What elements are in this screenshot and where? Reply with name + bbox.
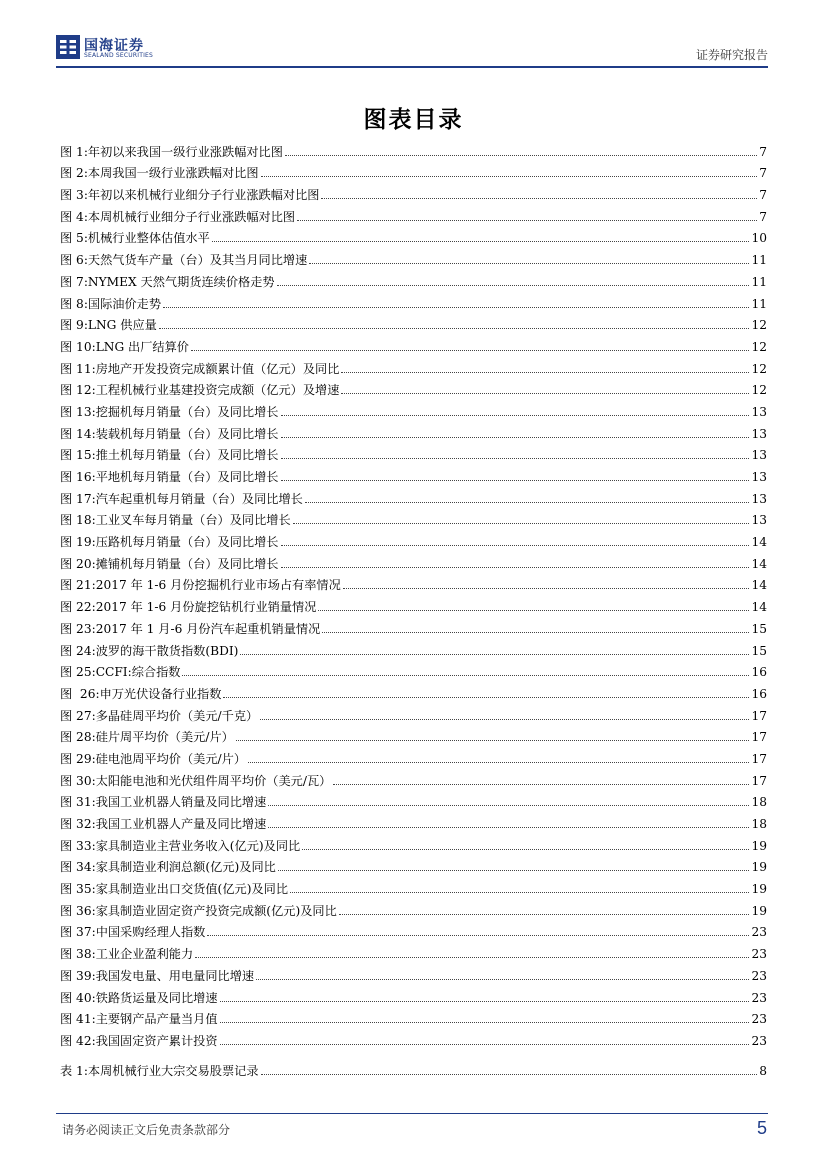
- toc-entry[interactable]: [60, 961, 767, 983]
- toc-entry-page: 17: [751, 751, 767, 766]
- toc-entry-title: 波罗的海干散货指数(BDI): [95, 643, 239, 658]
- toc-leader-dots: [293, 523, 750, 524]
- toc-entry[interactable]: [60, 679, 767, 701]
- toc-entry-title: 工业叉车每月销量（台）及同比增长: [95, 513, 291, 528]
- toc-leader-dots: [268, 827, 749, 828]
- toc-entry-page: 19: [751, 882, 767, 897]
- toc-entry-title: 申万光伏设备行业指数: [99, 686, 222, 701]
- toc-leader-dots: [207, 935, 749, 936]
- toc-leader-dots: [236, 740, 750, 741]
- toc-leader-dots: [278, 870, 750, 871]
- toc-entry[interactable]: [60, 744, 767, 766]
- toc-entry-page: 17: [751, 730, 767, 745]
- toc-entry-page: 7: [759, 144, 767, 159]
- toc-entry-page: 7: [759, 166, 767, 181]
- toc-entry-page: 23: [751, 990, 767, 1005]
- toc-leader-dots: [341, 372, 749, 373]
- toc-entry-label: 图 27:: [60, 708, 96, 723]
- toc-entry[interactable]: [60, 1056, 767, 1078]
- toc-entry-page: 23: [751, 925, 767, 940]
- toc-entry-title: NYMEX 天然气期货连续价格走势: [87, 274, 275, 289]
- toc-leader-dots: [261, 176, 758, 177]
- toc-entry-page: 13: [751, 513, 767, 528]
- toc-entry-title: 平地机每月销量（台）及同比增长: [95, 470, 279, 484]
- toc-leader-dots: [305, 502, 750, 503]
- toc-entry-label: 图 40:: [60, 990, 96, 1005]
- toc-entry-title: 挖掘机每月销量（台）及同比增长: [95, 404, 279, 419]
- toc-entry-label: 图 42:: [60, 1033, 96, 1048]
- toc-entry-label: 图 11:: [60, 361, 96, 376]
- toc-entry-label: 图 41:: [60, 1012, 96, 1027]
- logo-chinese-name: 国海证券: [84, 38, 144, 54]
- toc-entry-label: 图 21:: [60, 578, 96, 593]
- toc-leader-dots: [281, 458, 750, 459]
- toc-entry[interactable]: [60, 571, 767, 593]
- toc-entry-page: 14: [751, 600, 767, 615]
- toc-entry-page: 13: [751, 491, 767, 506]
- toc-entry[interactable]: [60, 506, 767, 528]
- toc-entry-title: 机械行业整体估值水平: [87, 231, 210, 246]
- toc-entry-label: 图 8:: [60, 296, 88, 311]
- toc-entry-page: 10: [751, 231, 767, 246]
- toc-entry-page: 19: [751, 860, 767, 875]
- toc-leader-dots: [163, 307, 749, 308]
- toc-entry-page: 13: [751, 426, 767, 441]
- toc-entry[interactable]: [60, 723, 767, 745]
- toc-leader-dots: [182, 675, 749, 676]
- toc-entry-page: 23: [751, 947, 767, 962]
- toc-entry-label: 图 1:: [60, 144, 88, 159]
- toc-entry[interactable]: [60, 202, 767, 224]
- toc-entry-title: 我国固定资产累计投资: [95, 1033, 218, 1048]
- toc-entry-label: 图 25:: [60, 665, 96, 680]
- toc-entry-label: 图 16:: [60, 470, 96, 484]
- toc-entry[interactable]: [60, 376, 767, 398]
- toc-entry-label: 图 31:: [60, 795, 96, 810]
- toc-leader-dots: [285, 155, 757, 156]
- toc-entry[interactable]: [60, 896, 767, 918]
- toc-entry-title: 本周我国一级行业涨跌幅对比图: [87, 166, 259, 181]
- toc-leader-dots: [302, 849, 749, 850]
- toc-entry[interactable]: [60, 397, 767, 419]
- toc-entry-page: 14: [751, 556, 767, 571]
- toc-entry-label: 图 39:: [60, 968, 96, 983]
- toc-leader-dots: [281, 567, 750, 568]
- toc-entry-label: 图 20:: [60, 556, 96, 571]
- toc-entry-label: 图 9:: [60, 318, 88, 333]
- toc-entry[interactable]: [60, 224, 767, 246]
- toc-entry-title: 家具制造业主营业务收入(亿元)及同比: [95, 838, 301, 853]
- toc-leader-dots: [341, 393, 749, 394]
- toc-entry-page: 15: [751, 643, 767, 658]
- toc-entry-label: 图 23:: [60, 621, 96, 636]
- toc-entry[interactable]: [60, 636, 767, 658]
- toc-entry[interactable]: [60, 549, 767, 571]
- toc-entry-label: 表 1:: [60, 1063, 88, 1078]
- toc-entry-label: 图 22:: [60, 600, 96, 615]
- toc-entry-title: 我国工业机器人产量及同比增速: [95, 817, 267, 831]
- toc-entry-page: 19: [751, 903, 767, 918]
- toc-leader-dots: [297, 220, 757, 221]
- toc-entry-title: 摊铺机每月销量（台）及同比增长: [95, 556, 279, 571]
- company-logo: [56, 35, 166, 63]
- toc-entry[interactable]: [60, 354, 767, 376]
- toc-entry[interactable]: [60, 592, 767, 614]
- toc-entry-page: 15: [751, 621, 767, 636]
- toc-leader-dots: [220, 1001, 750, 1002]
- toc-entry-title: 天然气货车产量（台）及其当月同比增速: [87, 253, 308, 268]
- toc-leader-dots: [261, 1074, 758, 1075]
- toc-leader-dots: [343, 588, 750, 589]
- toc-entry-page: 13: [751, 448, 767, 463]
- toc-entry-label: 图 18:: [60, 513, 96, 528]
- toc-entry-page: 7: [759, 188, 767, 203]
- toc-leader-dots: [223, 697, 749, 698]
- toc-entry[interactable]: [60, 267, 767, 289]
- toc-entry-title: 国际油价走势: [87, 296, 162, 311]
- toc-entry-label: 图 12:: [60, 383, 96, 398]
- toc-leader-dots: [333, 784, 749, 785]
- toc-leader-dots: [220, 1022, 750, 1023]
- toc-entry[interactable]: [60, 419, 767, 441]
- toc-leader-dots: [321, 198, 757, 199]
- page-header: [0, 0, 827, 70]
- footer-divider: [56, 1113, 768, 1114]
- toc-entry-title: 2017 年 1-6 月份旋挖钻机行业销量情况: [95, 600, 317, 615]
- toc-entry[interactable]: [60, 831, 767, 853]
- toc-entry-title: 家具制造业利润总额(亿元)及同比: [95, 860, 276, 875]
- toc-leader-dots: [191, 350, 749, 351]
- toc-entry-label: 图 3:: [60, 188, 88, 203]
- toc-entry[interactable]: [60, 939, 767, 961]
- toc-entry-page: 13: [751, 470, 767, 484]
- toc-leader-dots: [309, 263, 749, 264]
- toc-leader-dots: [339, 914, 750, 915]
- toc-entry-page: 11: [751, 296, 767, 311]
- toc-entry-page: 17: [751, 708, 767, 723]
- toc-entry-label: 图 37:: [60, 925, 96, 940]
- toc-entry-label: 图 29:: [60, 751, 96, 766]
- toc-section-gap: [60, 1048, 767, 1056]
- toc-entry[interactable]: [60, 701, 767, 723]
- toc-entry-label: 图 28:: [60, 730, 96, 745]
- toc-entry-page: 16: [751, 686, 767, 701]
- toc-leader-dots: [281, 545, 750, 546]
- toc-entry-label: 图 17:: [60, 491, 96, 506]
- toc-entry-label: 图 4:: [60, 209, 88, 224]
- toc-leader-dots: [240, 654, 749, 655]
- toc-entry-title: 主要钢产品产量当月值: [95, 1012, 218, 1027]
- toc-entry-label: 图 13:: [60, 404, 96, 419]
- toc-entry-title: 本周机械行业大宗交易股票记录: [87, 1063, 259, 1078]
- toc-entry[interactable]: [60, 983, 767, 1005]
- toc-leader-dots: [260, 719, 749, 720]
- toc-entry-page: 7: [759, 209, 767, 224]
- toc-entry-page: 19: [751, 838, 767, 853]
- toc-entry-label: 图 6:: [60, 253, 88, 268]
- toc-entry[interactable]: [60, 766, 767, 788]
- toc-entry-label: 图 38:: [60, 947, 96, 962]
- toc-entry-page: 11: [751, 274, 767, 289]
- toc-entry-page: 18: [751, 795, 767, 810]
- toc-entry-title: 房地产开发投资完成额累计值（亿元）及同比: [95, 361, 340, 376]
- toc-entry-label: 图 19:: [60, 535, 96, 550]
- footer-disclaimer: 请务必阅读正文后免责条款部分: [62, 1123, 231, 1137]
- toc-entry[interactable]: [60, 658, 767, 680]
- toc-entry-title: 我国工业机器人销量及同比增速: [95, 795, 267, 810]
- toc-entry[interactable]: [60, 441, 767, 463]
- toc-entry[interactable]: [60, 245, 767, 267]
- toc-entry[interactable]: [60, 853, 767, 875]
- toc-entry-label: 图 2:: [60, 166, 88, 181]
- toc-entry-title: 装载机每月销量（台）及同比增长: [95, 426, 279, 441]
- toc-entry-title: 家具制造业固定资产投资完成额(亿元)及同比: [95, 903, 337, 918]
- toc-entry[interactable]: [60, 527, 767, 549]
- toc-entry-label: 图 5:: [60, 231, 88, 246]
- toc-entry-title: CCFI:综合指数: [95, 665, 181, 680]
- toc-entry-title: 家具制造业出口交货值(亿元)及同比: [95, 882, 289, 897]
- toc-entry-page: 8: [759, 1063, 767, 1078]
- toc-entry[interactable]: [60, 788, 767, 810]
- toc-entry-title: 年初以来我国一级行业涨跌幅对比图: [87, 144, 283, 159]
- toc-entry[interactable]: [60, 484, 767, 506]
- toc-leader-dots: [290, 892, 749, 893]
- toc-entry-page: 12: [751, 318, 767, 333]
- header-divider: [56, 66, 768, 68]
- toc-entry-title: LNG 出厂结算价: [95, 339, 189, 354]
- toc-leader-dots: [318, 610, 749, 611]
- toc-entry-title: 中国采购经理人指数: [95, 925, 206, 940]
- logo-english-name: SEALAND SECURITIES: [84, 52, 154, 59]
- toc-entry-label: 图 30:: [60, 773, 96, 788]
- toc-leader-dots: [281, 480, 750, 481]
- toc-entry-title: 汽车起重机每月销量（台）及同比增长: [95, 491, 303, 506]
- toc-entry-label: 图 7:: [60, 274, 88, 289]
- toc-entry-title: LNG 供应量: [87, 318, 157, 333]
- toc-entry-page: 13: [751, 404, 767, 419]
- toc-entry-label: 图 14:: [60, 426, 96, 441]
- toc-entry-page: 14: [751, 535, 767, 550]
- toc-entry-page: 17: [751, 773, 767, 788]
- logo-mark-icon: [56, 35, 80, 59]
- toc-entry-title: 2017 年 1-6 月份挖掘机行业市场占有率情况: [95, 578, 341, 593]
- toc-entry[interactable]: [60, 180, 767, 202]
- toc-entry-page: 23: [751, 1033, 767, 1048]
- toc-entry[interactable]: [60, 874, 767, 896]
- toc-entry-label: 图 33:: [60, 838, 96, 853]
- toc-list: [60, 137, 767, 1078]
- toc-entry-page: 12: [751, 383, 767, 398]
- toc-entry-title: 多晶硅周平均价（美元/千克）: [95, 708, 259, 723]
- toc-leader-dots: [277, 285, 750, 286]
- toc-entry-page: 12: [751, 339, 767, 354]
- page-title: 图表目录: [363, 107, 464, 133]
- toc-entry-page: 11: [751, 253, 767, 268]
- toc-entry[interactable]: [60, 614, 767, 636]
- toc-entry[interactable]: [60, 1005, 767, 1027]
- toc-entry-page: 23: [751, 1012, 767, 1027]
- toc-entry-title: 太阳能电池和光伏组件周平均价（美元/瓦）: [95, 773, 332, 788]
- page-number: 5: [756, 1118, 767, 1138]
- toc-leader-dots: [281, 415, 750, 416]
- toc-entry[interactable]: [60, 137, 767, 159]
- toc-entry-page: 23: [751, 968, 767, 983]
- toc-entry-label: 图 24:: [60, 643, 96, 658]
- toc-entry-title: 本周机械行业细分子行业涨跌幅对比图: [87, 209, 296, 224]
- toc-entry-title: 硅电池周平均价（美元/片）: [95, 751, 247, 766]
- toc-leader-dots: [159, 328, 750, 329]
- toc-leader-dots: [322, 632, 749, 633]
- toc-entry-label: 图 35:: [60, 882, 96, 897]
- toc-leader-dots: [256, 979, 749, 980]
- toc-entry-title: 工业企业盈利能力: [95, 947, 194, 962]
- toc-entry[interactable]: [60, 332, 767, 354]
- toc-entry-title: 压路机每月销量（台）及同比增长: [95, 535, 279, 550]
- toc-entry-page: 18: [751, 817, 767, 831]
- toc-entry-label: 图 26:: [60, 686, 100, 701]
- toc-entry[interactable]: [60, 159, 767, 181]
- toc-entry-title: 硅片周平均价（美元/片）: [95, 730, 234, 745]
- toc-leader-dots: [212, 241, 750, 242]
- toc-entry-title: 2017 年 1 月-6 月份汽车起重机销量情况: [95, 621, 321, 636]
- toc-entry-label: 图 34:: [60, 860, 96, 875]
- toc-entry-label: 图 36:: [60, 903, 96, 918]
- toc-entry[interactable]: [60, 809, 767, 831]
- report-type: 证券研究报告: [695, 48, 768, 62]
- toc-entry-page: 16: [751, 665, 767, 680]
- toc-entry-title: 铁路货运量及同比增速: [95, 990, 218, 1005]
- toc-entry-label: 图 10:: [60, 339, 96, 354]
- toc-entry-page: 14: [751, 578, 767, 593]
- toc-leader-dots: [195, 957, 749, 958]
- toc-entry[interactable]: [60, 311, 767, 333]
- toc-leader-dots: [220, 1044, 750, 1045]
- toc-entry[interactable]: [60, 462, 767, 484]
- toc-entry-title: 年初以来机械行业细分子行业涨跌幅对比图: [87, 188, 320, 203]
- toc-leader-dots: [281, 437, 750, 438]
- toc-entry[interactable]: [60, 918, 767, 940]
- toc-entry-label: 图 15:: [60, 448, 96, 463]
- toc-leader-dots: [248, 762, 749, 763]
- toc-entry[interactable]: [60, 1026, 767, 1048]
- toc-leader-dots: [268, 805, 749, 806]
- toc-entry[interactable]: [60, 289, 767, 311]
- toc-entry-page: 12: [751, 361, 767, 376]
- toc-entry-title: 工程机械行业基建投资完成额（亿元）及增速: [95, 383, 340, 398]
- toc-entry-title: 我国发电量、用电量同比增速: [95, 968, 255, 983]
- toc-entry-title: 推土机每月销量（台）及同比增长: [95, 448, 279, 463]
- toc-entry-label: 图 32:: [60, 817, 96, 831]
